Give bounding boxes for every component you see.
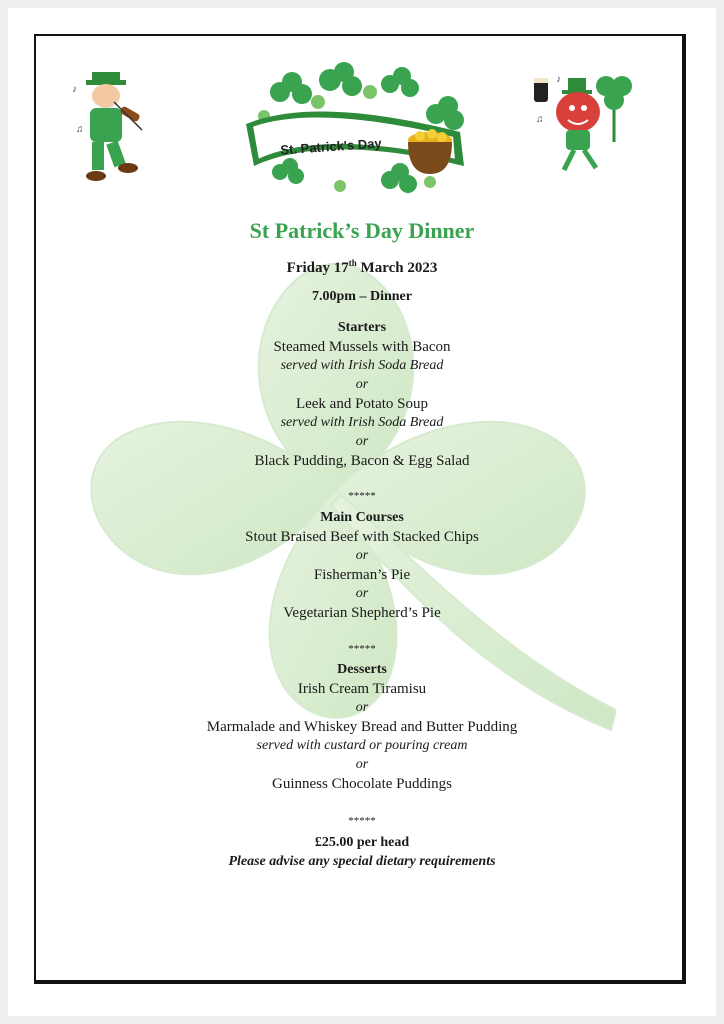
dessert-note: served with custard or pouring cream	[256, 738, 468, 753]
or-separator: or	[355, 548, 369, 563]
svg-text:♫: ♫	[536, 114, 544, 125]
mains-heading: Main Courses	[320, 510, 404, 525]
main-dish: Vegetarian Shepherd’s Pie	[283, 605, 441, 621]
event-time: 7.00pm – Dinner	[312, 289, 412, 304]
dessert-dish: Guinness Chocolate Puddings	[272, 776, 452, 792]
dessert-dish: Marmalade and Whiskey Bread and Butter Pudding	[206, 719, 518, 735]
or-separator: or	[355, 434, 369, 449]
starter-dish: Leek and Potato Soup	[295, 396, 429, 412]
svg-text:♪: ♪	[556, 74, 561, 85]
svg-text:♪: ♪	[72, 84, 77, 95]
or-separator: or	[355, 377, 369, 392]
starter-dish: Steamed Mussels with Bacon	[273, 339, 451, 355]
starter-note: served with Irish Soda Bread	[280, 415, 444, 430]
main-dish: Fisherman’s Pie	[313, 567, 411, 583]
event-date: Friday 17th March 2023	[286, 258, 438, 276]
section-divider: *****	[348, 815, 376, 827]
starters-heading: Starters	[337, 320, 387, 335]
svg-text:♫: ♫	[76, 124, 84, 135]
price: £25.00 per head	[314, 835, 410, 850]
starter-note: served with Irish Soda Bread	[280, 358, 444, 373]
section-divider: *****	[348, 643, 376, 655]
dessert-dish: Irish Cream Tiramisu	[297, 681, 427, 697]
section-divider: *****	[348, 490, 376, 502]
desserts-heading: Desserts	[337, 662, 387, 677]
menu-title: St Patrick’s Day Dinner	[249, 218, 475, 243]
or-separator: or	[355, 757, 369, 772]
banner-text: St. Patrick's Day	[279, 135, 383, 158]
main-dish: Stout Braised Beef with Stacked Chips	[245, 529, 479, 545]
starter-dish: Black Pudding, Bacon & Egg Salad	[254, 453, 470, 469]
or-separator: or	[355, 586, 369, 601]
or-separator: or	[355, 700, 369, 715]
dietary-advice: Please advise any special dietary requirements	[228, 854, 496, 869]
